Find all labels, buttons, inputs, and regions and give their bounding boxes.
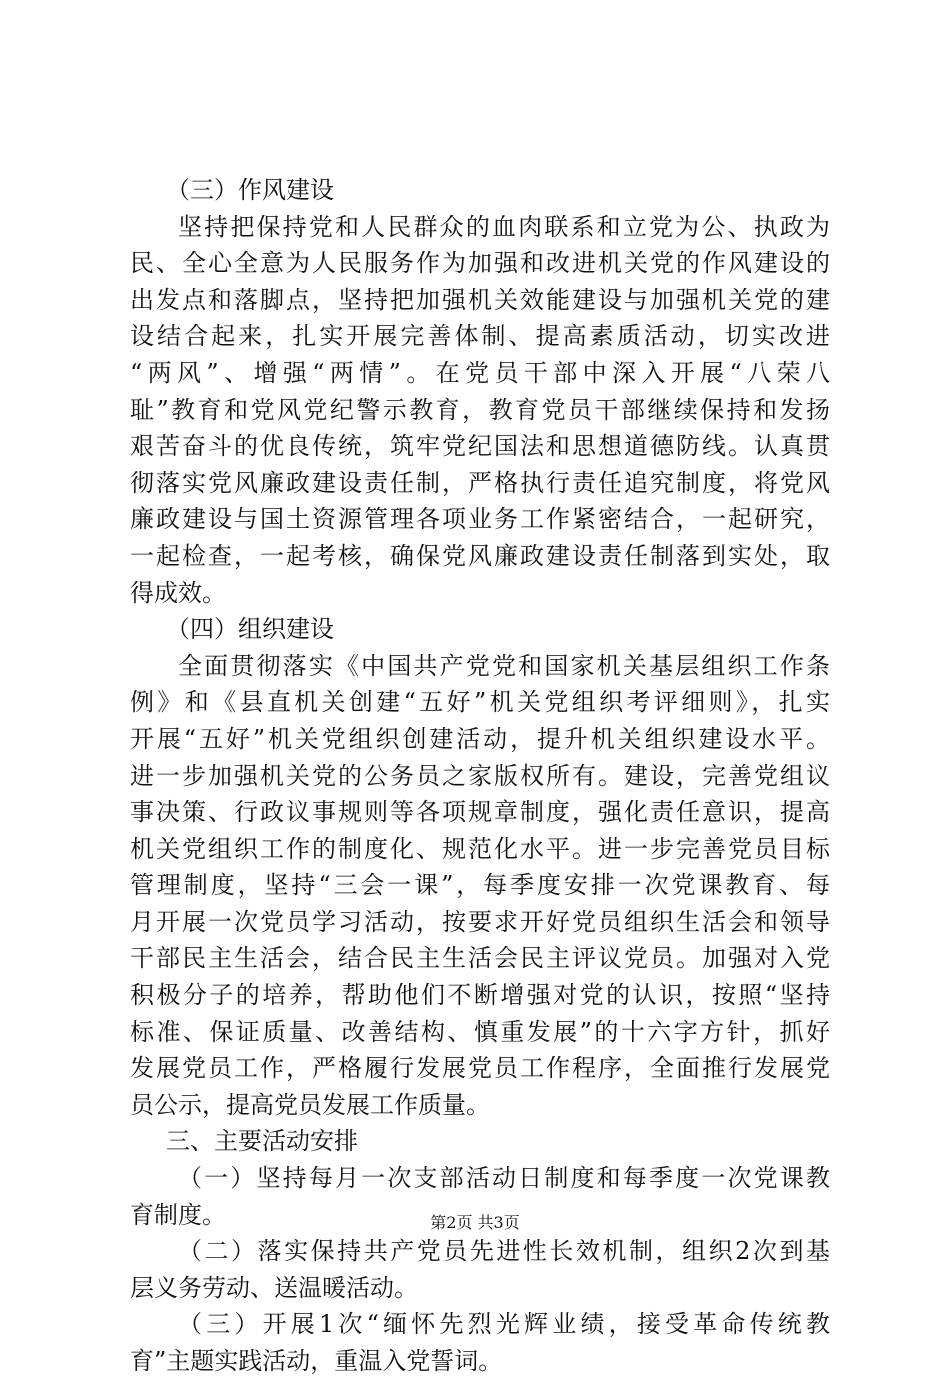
paragraph-line: 得成效。 bbox=[130, 578, 226, 607]
paragraph-line: 开展“五好”机关党组织创建活动，提升机关组织建设水平。 bbox=[130, 724, 830, 753]
paragraph-line: 进一步加强机关党的公务员之家版权所有。建设，完善党组议 bbox=[130, 761, 830, 790]
paragraph-line: 机关党组织工作的制度化、规范化水平。进一步完善党员目标 bbox=[130, 834, 830, 863]
paragraph-line: 事决策、行政议事规则等各项规章制度，强化责任意识，提高 bbox=[130, 798, 830, 827]
paragraph-line: 耻”教育和党风党纪警示教育，教育党员干部继续保持和发扬 bbox=[130, 395, 830, 424]
paragraph-line: 一起检查，一起考核，确保党风廉政建设责任制落到实处，取 bbox=[130, 541, 830, 570]
paragraph-line: 干部民主生活会，结合民主生活会民主评议党员。加强对入党 bbox=[130, 944, 830, 973]
paragraph-line: 管理制度，坚持“三会一课”，每季度安排一次党课教育、每 bbox=[130, 871, 830, 900]
paragraph-line: 民、全心全意为人民服务作为加强和改进机关党的作风建设的 bbox=[130, 249, 830, 278]
document-body bbox=[130, 172, 830, 1380]
paragraph-line: 廉政建设与国土资源管理各项业务工作紧密结合，一起研究， bbox=[130, 505, 830, 534]
paragraph-line: 艰苦奋斗的优良传统，筑牢党纪国法和思想道德防线。认真贯 bbox=[130, 432, 830, 461]
paragraph-line: 出发点和落脚点，坚持把加强机关效能建设与加强机关党的建 bbox=[130, 285, 830, 314]
paragraph-line: 彻落实党风廉政建设责任制，严格执行责任追究制度，将党风 bbox=[130, 468, 830, 497]
paragraph-line: 育”主题实践活动，重温入党誓词。 bbox=[130, 1347, 503, 1375]
page-footer: 第2页 共3页 bbox=[430, 1213, 520, 1232]
paragraph-line: 育制度。 bbox=[130, 1200, 226, 1229]
paragraph-line: 全面贯彻落实《中国共产党党和国家机关基层组织工作条 bbox=[178, 651, 830, 680]
paragraph-line: 设结合起来，扎实开展完善体制、提高素质活动，切实改进 bbox=[130, 322, 830, 351]
paragraph-line: （二）落实保持共产党员先进性长效机制，组织2次到基 bbox=[178, 1237, 830, 1266]
section-heading: （三）作风建设 bbox=[166, 176, 334, 204]
paragraph-line: 标准、保证质量、改善结构、慎重发展”的十六字方针，抓好 bbox=[130, 1017, 830, 1046]
paragraph-line: 坚持把保持党和人民群众的血肉联系和立党为公、执政为 bbox=[178, 212, 830, 241]
paragraph-line: 例》和《县直机关创建“五好”机关党组织考评细则》，扎实 bbox=[130, 688, 830, 717]
paragraph-line: 层义务劳动、送温暖活动。 bbox=[130, 1273, 418, 1302]
paragraph-line: 积极分子的培养，帮助他们不断增强对党的认识，按照“坚持 bbox=[130, 981, 830, 1010]
paragraph-line: 员公示，提高党员发展工作质量。 bbox=[130, 1090, 490, 1119]
paragraph-line: （三）开展1次“缅怀先烈光辉业绩，接受革命传统教 bbox=[178, 1310, 830, 1339]
paragraph-line: （一）坚持每月一次支部活动日制度和每季度一次党课教 bbox=[178, 1164, 830, 1193]
section-heading: 三、主要活动安排 bbox=[166, 1127, 358, 1156]
paragraph-line: 发展党员工作，严格履行发展党员工作程序，全面推行发展党 bbox=[130, 1054, 830, 1083]
paragraph-line: “两风”、增强“两情”。在党员干部中深入开展“八荣八 bbox=[130, 358, 830, 387]
section-heading: （四）组织建设 bbox=[166, 615, 334, 644]
paragraph-line: 月开展一次党员学习活动，按要求开好党员组织生活会和领导 bbox=[130, 907, 830, 936]
